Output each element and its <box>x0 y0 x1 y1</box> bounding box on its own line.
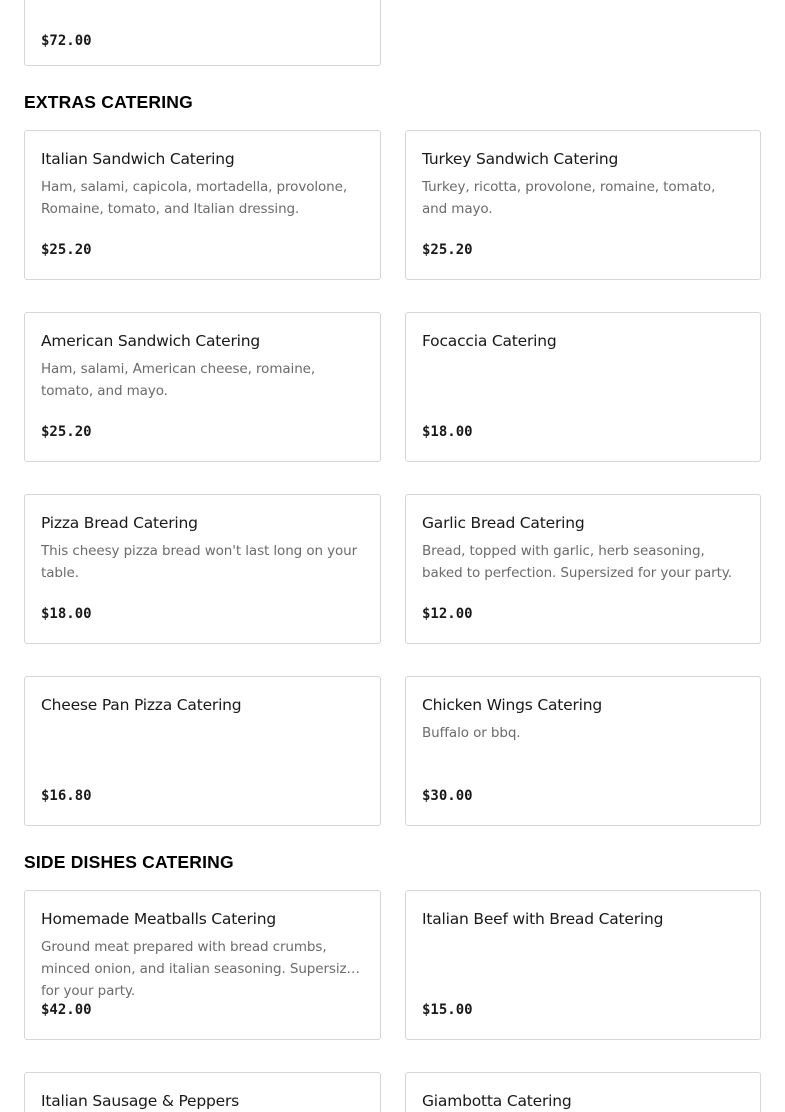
menu-item-price: $18.00 <box>41 606 92 622</box>
menu-item-title: Giambotta Catering <box>422 1092 572 1110</box>
menu-item-title: Italian Sausage & Peppers <box>41 1092 240 1110</box>
menu-item-description: Buffalo or bbq. <box>422 725 521 741</box>
menu-item-description: This cheesy pizza bread won't last long on your table. <box>41 543 358 581</box>
menu-item-card[interactable] <box>24 676 381 826</box>
menu-item-card[interactable] <box>405 1072 761 1112</box>
menu-item-price: $25.20 <box>41 424 92 440</box>
menu-item-title: Homemade Meatballs Catering <box>41 910 276 928</box>
menu-item-card[interactable] <box>24 312 381 462</box>
menu-item-description: Ham, salami, capicola, mortadella, provolone, Romaine, tomato, and Italian dressing. <box>41 179 348 217</box>
menu-item-card[interactable] <box>24 1072 381 1112</box>
menu-item-price: $42.00 <box>41 1002 92 1018</box>
section-title-extras-catering: EXTRAS CATERING <box>24 92 193 112</box>
menu-item-title: Italian Beef with Bread Catering <box>422 910 664 928</box>
menu-item-description: Ground meat prepared with bread crumbs, minced onion, and italian seasoning. Supersized for your party. <box>41 939 364 999</box>
menu-item-price: $25.20 <box>41 242 92 258</box>
menu-item-title: Garlic Bread Catering <box>422 514 585 532</box>
menu-item-title: Cheese Pan Pizza Catering <box>41 696 242 714</box>
menu-item-title: Italian Sandwich Catering <box>41 150 235 168</box>
menu-item-card[interactable] <box>405 130 761 280</box>
menu-item-card[interactable] <box>24 494 381 644</box>
menu-item-title: Turkey Sandwich Catering <box>422 150 619 168</box>
menu-item-card[interactable] <box>405 312 761 462</box>
menu-item-price: $18.00 <box>422 424 473 440</box>
menu-item-description: Bread, topped with garlic, herb seasoning, baked to perfection. Supersized for your party. <box>422 543 732 581</box>
menu-item-description <box>422 936 744 980</box>
menu-item-card[interactable] <box>24 130 381 280</box>
menu-item-card[interactable] <box>405 676 761 826</box>
menu-item-title: Chicken Wings Catering <box>422 696 603 714</box>
menu-item-price: $16.80 <box>41 788 92 804</box>
menu-item-description <box>422 358 744 402</box>
menu-item-price: $15.00 <box>422 1002 473 1018</box>
menu-item-price: $72.00 <box>41 33 92 49</box>
menu-item-card[interactable] <box>405 890 761 1040</box>
menu-item-price: $30.00 <box>422 788 473 804</box>
menu-item-title: American Sandwich Catering <box>41 332 261 350</box>
menu-item-card[interactable] <box>405 494 761 644</box>
menu-item-description <box>41 722 364 766</box>
menu-item-card[interactable] <box>24 0 381 66</box>
menu-item-price: $12.00 <box>422 606 473 622</box>
menu-item-description: Turkey, ricotta, provolone, romaine, tomato, and mayo. <box>422 179 716 217</box>
menu-item-description: Ham, salami, American cheese, romaine, tomato, and mayo. <box>41 361 316 399</box>
menu-item-card[interactable] <box>24 890 381 1040</box>
section-title-side-dishes-catering: SIDE DISHES CATERING <box>24 852 234 872</box>
menu-item-title: Pizza Bread Catering <box>41 514 198 532</box>
menu-item-title: Focaccia Catering <box>422 332 557 350</box>
menu-item-price: $25.20 <box>422 242 473 258</box>
